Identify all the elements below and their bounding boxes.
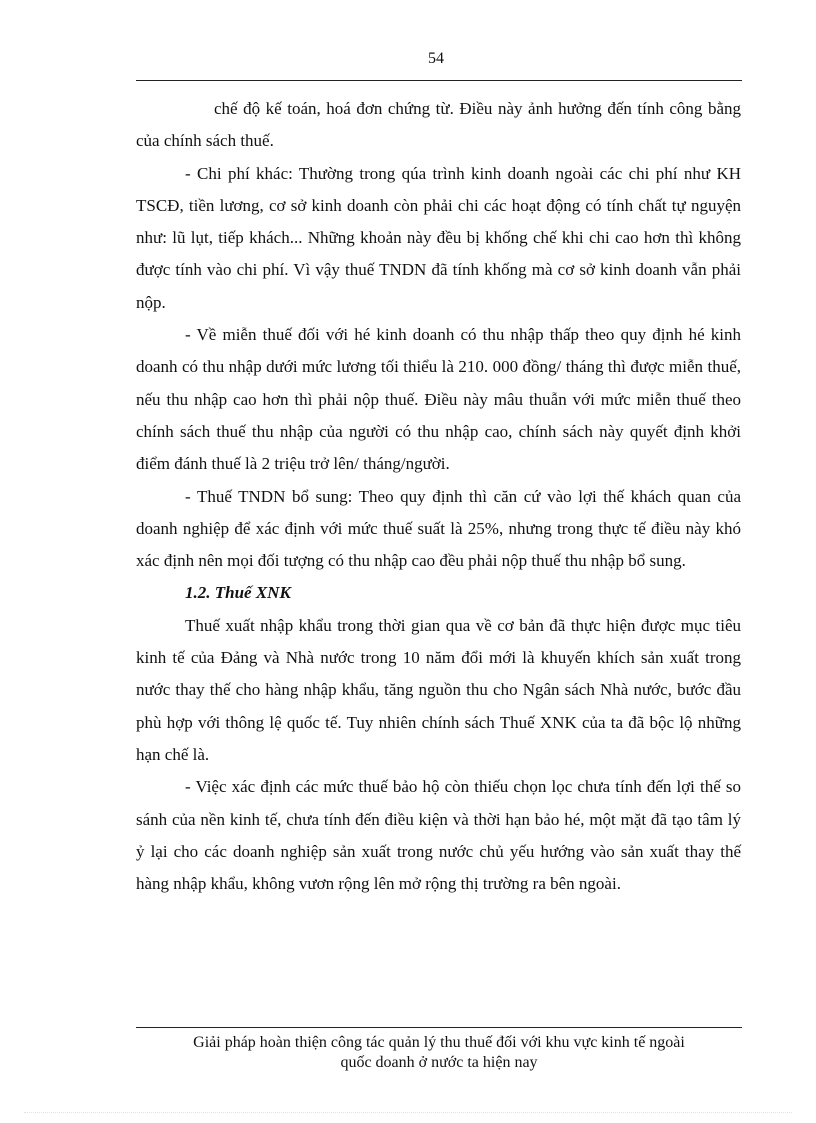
paragraph: - Về miễn thuế đối với hé kinh doanh có thu nhập thấp theo quy định hé kinh doanh có thu nhập dưới mức lương tối thiểu là 210. 000 đồng/ tháng thì được miễn thuế, nếu thu nhập cao hơn thì phải nộp thuế. Điều này mâu thuẫn với mức miễn thuế theo chính sách thuế thu nhập của người có thu nhập cao, chính sách này quyết định khởi điểm đánh thuế là 2 triệu trở lên/ tháng/người. bbox=[136, 325, 741, 474]
paragraph: Thuế xuất nhập khẩu trong thời gian qua về cơ bản đã thực hiện được mục tiêu kinh tế của Đảng và Nhà nước trong 10 năm đổi mới là khuyến khích sản xuất trong nước thay thế cho hàng nhập khẩu, tăng nguồn thu cho Ngân sách Nhà nước, bước đầu phù hợp với thông lệ quốc tế. Tuy nhiên chính sách Thuế XNK của ta đã bộc lộ những hạn chế là. bbox=[136, 615, 741, 764]
bottom-divider bbox=[24, 1112, 792, 1113]
paragraph: - Thuế TNDN bổ sung: Theo quy định thì căn cứ vào lợi thế khách quan của doanh nghiệp để xác định với mức thuế suất là 25%, nhưng trong thực tế điều này khó xác định nên mọi đối tượng có thu nhập cao đều phải nộp thuế thu nhập bổ sung. bbox=[136, 486, 741, 571]
footer-line: Giải pháp hoàn thiện công tác quản lý thu thuế đối với khu vực kinh tế ngoài bbox=[193, 1034, 685, 1051]
paragraph: - Chi phí khác: Thường trong qúa trình kinh doanh ngoài các chi phí như KH TSCĐ, tiền lương, cơ sở kinh doanh còn phải chi các hoạt động có tính chất tự nguyện như: lũ lụt, tiếp khách... Những khoản này đều bị khống chế khi chi cao hơn thì không được tính vào chi phí. Vì vậy thuế TNDN đã tính khống mà cơ sở kinh doanh vẫn phải nộp. bbox=[136, 163, 741, 312]
paragraph: chế độ kế toán, hoá đơn chứng từ. Điều này ảnh hưởng đến tính công bằng của chính sách thuế. bbox=[136, 99, 741, 151]
header-rule bbox=[136, 80, 742, 81]
page-number: 54 bbox=[428, 50, 444, 67]
document-body bbox=[136, 93, 741, 900]
section-heading: 1.2. Thuế XNK bbox=[185, 583, 291, 603]
footer-line: quốc doanh ở nước ta hiện nay bbox=[340, 1054, 538, 1071]
page-footer bbox=[136, 1033, 742, 1073]
paragraph: - Việc xác định các mức thuế bảo hộ còn thiếu chọn lọc chưa tính đến lợi thế so sánh của nền kinh tế, chưa tính đến điều kiện và thời hạn bảo hé, một mặt đã tạo tâm lý ỷ lại cho các doanh nghiệp sản xuất trong nước chủ yếu hướng vào sản xuất thay thế hàng nhập khẩu, không vươn rộng lên mở rộng thị trường ra bên ngoài. bbox=[136, 777, 741, 894]
footer-rule bbox=[136, 1027, 742, 1028]
